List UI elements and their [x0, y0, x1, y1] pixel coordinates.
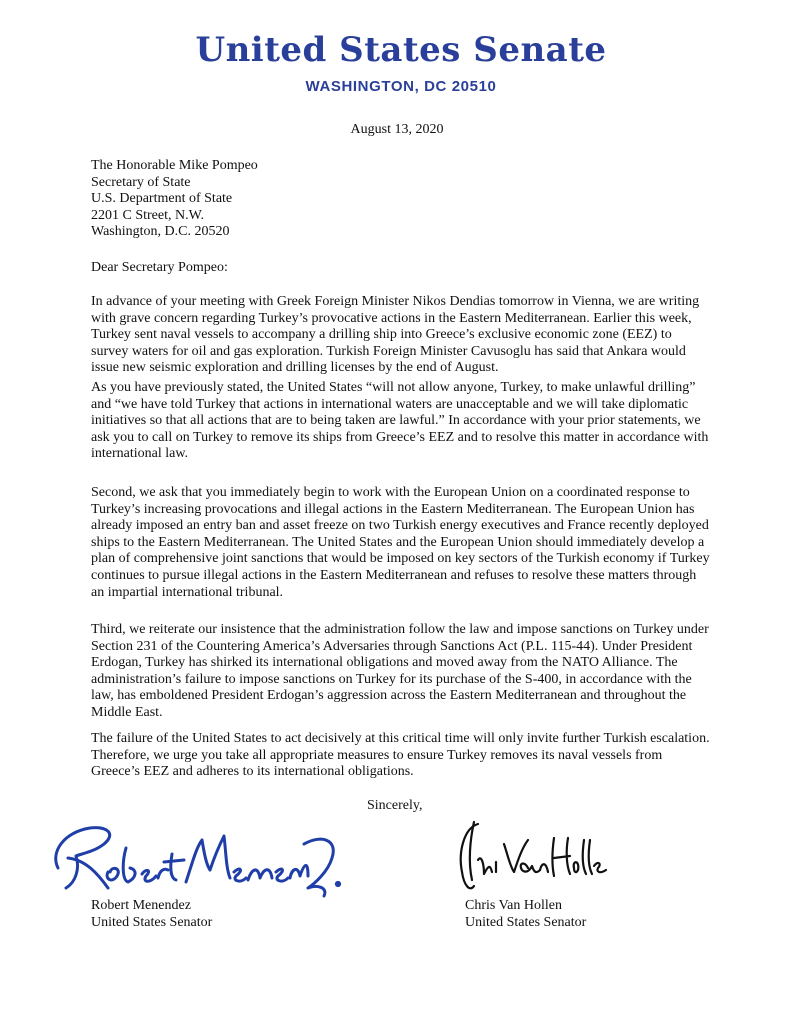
- paragraph: In advance of your meeting with Greek Foreign Minister Nikos Dendias tomorrow in Vienna, we are writing with grave concern regarding Turkey’s provocative actions in the Eastern Mediterranean. Earlier this week, Turkey sent naval vessels to accompany a drilling ship into Greece’s exclusive economic zone (EEZ) to survey waters for oil and gas exploration. Turkish Foreign Minister Cavusoglu has said that Ankara would issue new seismic exploration and drilling licenses by the end of August.: [91, 294, 700, 376]
- address-line: U.S. Department of State: [91, 191, 233, 207]
- van-hollen-signature: [448, 816, 608, 896]
- address-line: 2201 C Street, N.W.: [91, 207, 205, 223]
- senate-city: WASHINGTON, DC 20510: [305, 78, 497, 95]
- signatory-title: United States Senator: [465, 915, 587, 930]
- signatory-name: Chris Van Hollen: [465, 898, 562, 913]
- menendez-signature: [46, 818, 346, 900]
- signatory-title: United States Senator: [91, 915, 213, 930]
- paragraph: The failure of the United States to act decisively at this critical time will only invite further Turkish escalation. Therefore, we urge you take all appropriate measures to ensure Turkey removes its naval vessels from Greece’s EEZ and adheres to its international obligations.: [91, 731, 710, 780]
- letter-date: August 13, 2020: [350, 122, 444, 137]
- paragraph: As you have previously stated, the United States “will not allow anyone, Turkey, to make unlawful drilling” and “we have told Turkey that actions in international waters are unacceptable and we will take diplomatic initiatives so that all actions that are to being taken are lawful.” In accordance with your prior statements, we ask you to call on Turkey to remove its ships from Greece’s EEZ and to resolve this matter in accordance with international law.: [91, 380, 709, 462]
- address-line: Secretary of State: [91, 174, 191, 190]
- paragraph: Third, we reiterate our insistence that the administration follow the law and impose sanctions on Turkey under Section 231 of the Countering America’s Adversaries through Sanctions Act (P.L. 115-44). Under President Erdogan, Turkey has shirked its international obligations and moved away from the NATO Alliance. The administration’s failure to impose sanctions on Turkey for its purchase of the S-400, in accordance with the law, has emboldened President Erdogan’s aggression across the Eastern Mediterranean and throughout the Middle East.: [91, 622, 709, 720]
- address-line: Washington, D.C. 20520: [91, 224, 230, 240]
- recipient-address: [91, 158, 711, 241]
- salutation: Dear Secretary Pompeo:: [91, 260, 228, 275]
- paragraph: Second, we ask that you immediately begin to work with the European Union on a coordinated response to Turkey’s increasing provocations and illegal actions in the Eastern Mediterranean. The European Union has already imposed an entry ban and asset freeze on two Turkish energy executives and France recently deployed ships to the Eastern Mediterranean. The United States and the European Union should immediately develop a plan of comprehensive joint sanctions that would be imposed on key sectors of the Turkish economy if Turkey continues to pursue illegal actions in the Eastern Mediterranean and refuses to resolve these matters through an impartial international tribunal.: [91, 485, 710, 600]
- letterhead: [0, 30, 794, 95]
- senate-title: United States Senate: [195, 30, 607, 70]
- closing: Sincerely,: [367, 798, 423, 813]
- signatory-name: Robert Menendez: [91, 898, 191, 913]
- signatory-menendez: [91, 897, 212, 931]
- address-line: The Honorable Mike Pompeo: [91, 158, 258, 173]
- signatory-van-hollen: [465, 897, 586, 931]
